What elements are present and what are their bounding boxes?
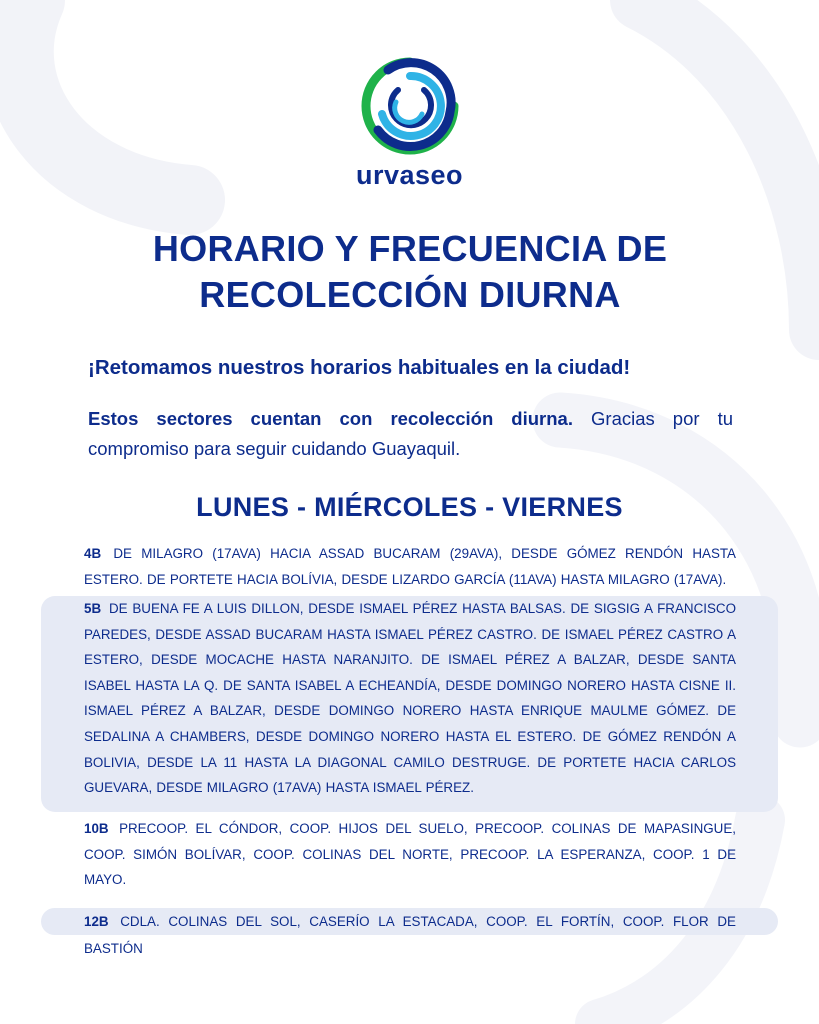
sector-description: PRECOOP. EL CÓNDOR, COOP. HIJOS DEL SUELO, PRECOOP. COLINAS DE MAPASINGUE, COOP. SIMÓN BOLÍVAR, COOP. COLINAS DEL NORTE, PRECOOP. LA ESPERANZA, COOP. 1 DE MAYO.: [84, 821, 736, 888]
sector-list: [41, 541, 778, 956]
intro-bold-text: Estos sectores cuentan con recolección diurna.: [88, 408, 573, 429]
intro-paragraph: [88, 404, 733, 464]
sector-code: 5B: [84, 601, 102, 616]
page-title-line-1: HORARIO Y FRECUENCIA DE: [152, 228, 668, 269]
page-title-line-2: RECOLECCIÓN DIURNA: [199, 274, 621, 315]
sector-code: 12B: [84, 914, 109, 929]
sector-description: CDLA. COLINAS DEL SOL, CASERÍO LA ESTACADA, COOP. EL FORTÍN, COOP. FLOR DE BASTIÓN: [84, 914, 736, 956]
intro-regular-text: Gracias por tu compromiso para seguir cuidando Guayaquil.: [88, 408, 734, 459]
sector-code: 10B: [84, 821, 109, 836]
schedule-days-heading: LUNES - MIÉRCOLES - VIERNES: [196, 492, 623, 522]
sector-item: [41, 908, 778, 956]
sector-code: 4B: [84, 546, 102, 561]
subtitle: ¡Retomamos nuestros horarios habituales en la ciudad!: [88, 356, 631, 379]
sector-item: [41, 812, 778, 892]
sector-description: DE BUENA FE A LUIS DILLON, DESDE ISMAEL PÉREZ HASTA BALSAS. DE SIGSIG A FRANCISCO PAREDES, DESDE ASSAD BUCARAM HASTA ISMAEL PÉREZ CASTRO. DE ISMAEL PÉREZ CASTRO A ESTERO, DESDE MOCACHE HASTA NARANJITO. DE ISMAEL PÉREZ A BALZAR, DESDE SANTA ISABEL HASTA LA Q. DE SANTA ISABEL A ECHEANDÍA, DESDE DOMINGO NORERO HASTA CISNE II. ISMAEL PÉREZ A BALZAR, DESDE DOMINGO NORERO HASTA ENRIQUE MAULME GÓMEZ. DE SEDALINA A CHAMBERS, DESDE DOMINGO NORERO HASTA EL ESTERO. DE GÓMEZ RENDÓN A BOLIVIA, DESDE LA 11 HASTA LA DIAGONAL CAMILO DESTRUGE. DE PORTETE HACIA CARLOS GUEVARA, DESDE MILAGRO (17AVA) HASTA ISMAEL PÉREZ.: [84, 601, 736, 796]
brand-name: urvaseo: [355, 160, 464, 190]
sector-description: DE MILAGRO (17AVA) HACIA ASSAD BUCARAM (29AVA), DESDE GÓMEZ RENDÓN HASTA ESTERO. DE PORTETE HACIA BOLÍVIA, DESDE LIZARDO GARCÍA (11AVA) HASTA MILAGRO (17AVA).: [84, 546, 736, 587]
sector-item: [41, 541, 778, 596]
sector-item: [41, 596, 778, 812]
page-title: [60, 226, 760, 318]
urvaseo-swirl-logo-icon: [358, 56, 462, 156]
